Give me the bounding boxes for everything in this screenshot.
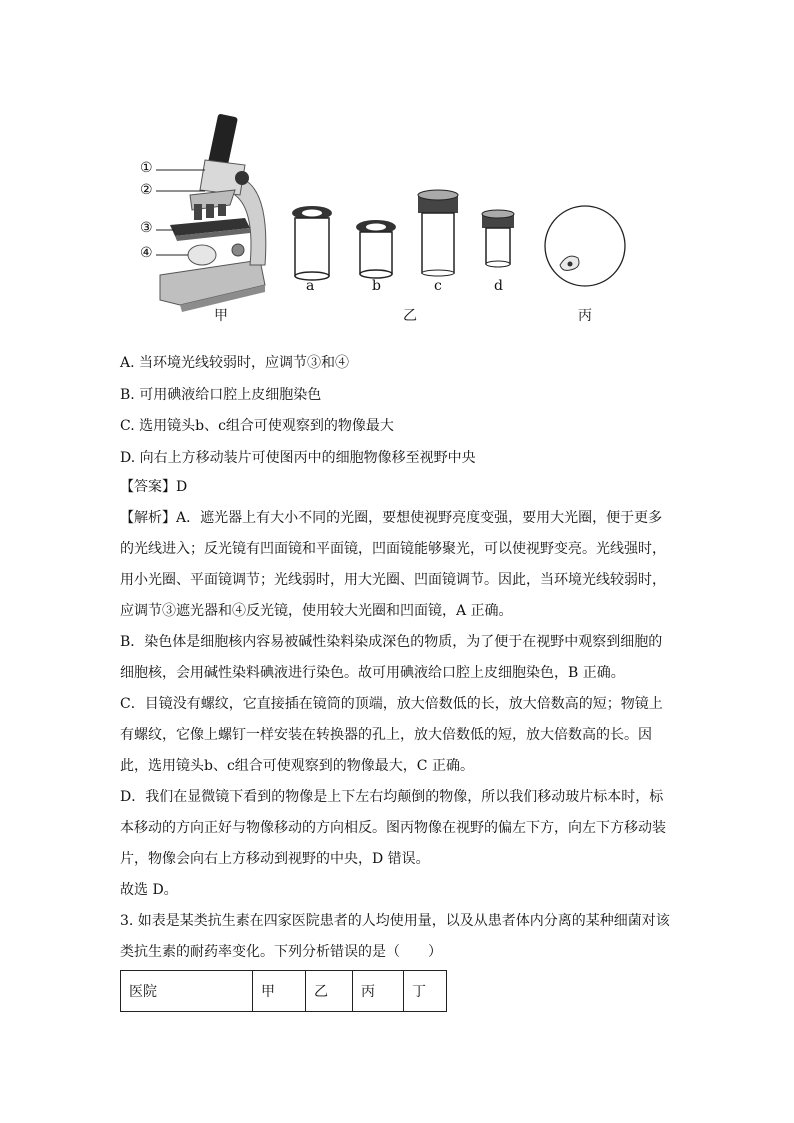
table-cell: 丁 [404, 971, 447, 1012]
analysis-line: C．目镜没有螺纹，它直接插在镜筒的顶端，放大倍数低的长，放大倍数高的短；物镜上 [120, 696, 663, 712]
table-cell: 乙 [306, 971, 353, 1012]
table-cell: 甲 [253, 971, 306, 1012]
analysis-conclusion: 故选 D。 [120, 882, 178, 898]
marker-2: ② [140, 182, 153, 198]
answer-line: 【答案】D [120, 479, 188, 495]
option-d: D. 向右上方移动装片可使图丙中的细胞物像移至视野中央 [120, 450, 476, 466]
analysis-line: B．染色体是细胞核内容易被碱性染料染成深色的物质，为了便于在视野中观察到细胞的 [120, 634, 663, 650]
microscope-image [156, 113, 266, 312]
hospital-table [120, 970, 447, 1012]
field-of-view-image [545, 206, 625, 286]
question-3-line: 3. 如表是某类抗生素在四家医院患者的人均使用量，以及从患者体内分离的某种细菌对该 [120, 913, 670, 929]
analysis-line: 应调节③遮光器和④反光镜，使用较大光圈和凹面镜，A 正确。 [120, 603, 513, 619]
lens-d-image [482, 210, 514, 267]
lens-b-image [356, 220, 396, 278]
lens-c-label: c [434, 278, 442, 294]
analysis-line: D．我们在显微镜下看到的物像是上下左右均颠倒的物像，所以我们移动玻片标本时，标 [120, 789, 664, 805]
figure-drawing [120, 100, 680, 330]
figure [120, 100, 680, 330]
analysis-line: 片，物像会向右上方移动到视野的中央，D 错误。 [120, 851, 430, 867]
table-cell: 医院 [121, 971, 253, 1012]
lens-b-label: b [372, 278, 381, 294]
marker-3: ③ [140, 220, 153, 236]
caption-jia: 甲 [214, 308, 228, 324]
lens-a-image [292, 206, 332, 280]
analysis-line: 的光线进入；反光镜有凹面镜和平面镜，凹面镜能够聚光，可以使视野变亮。光线强时， [120, 541, 666, 557]
analysis-line: 用小光圈、平面镜调节；光线弱时，用大光圈、凹面镜调节。因此，当环境光线较弱时， [120, 572, 666, 588]
table-row [121, 971, 447, 1012]
question-3-line: 类抗生素的耐药率变化。下列分析错误的是（ ） [120, 944, 442, 960]
caption-bing: 丙 [578, 308, 592, 324]
lens-c-image [418, 190, 458, 276]
caption-yi: 乙 [403, 308, 417, 324]
analysis-line: 有螺纹，它像上螺钉一样安装在转换器的孔上，放大倍数低的短，放大倍数高的长。因 [120, 727, 652, 743]
lens-d-label: d [494, 278, 503, 294]
option-a: A. 当环境光线较弱时，应调节③和④ [120, 355, 350, 371]
analysis-line: 本移动的方向正好与物像移动的方向相反。图丙物像在视野的偏左下方，向左下方移动装 [120, 820, 666, 836]
option-b: B. 可用碘液给口腔上皮细胞染色 [120, 387, 322, 403]
analysis-line: 细胞核，会用碱性染料碘液进行染色。故可用碘液给口腔上皮细胞染色，B 正确。 [120, 665, 625, 681]
marker-1: ① [140, 160, 153, 176]
lens-a-label: a [306, 278, 315, 294]
table-cell: 丙 [353, 971, 404, 1012]
analysis-line: 【解析】A．遮光器上有大小不同的光圈，要想使视野亮度变强，要用大光圈，便于更多 [120, 510, 663, 526]
answer-analysis-block [120, 472, 680, 968]
marker-4: ④ [140, 245, 153, 261]
analysis-line: 此，选用镜头b、c组合可使观察到的物像最大，C 正确。 [120, 758, 474, 774]
option-c: C. 选用镜头b、c组合可使观察到的物像最大 [120, 418, 394, 434]
